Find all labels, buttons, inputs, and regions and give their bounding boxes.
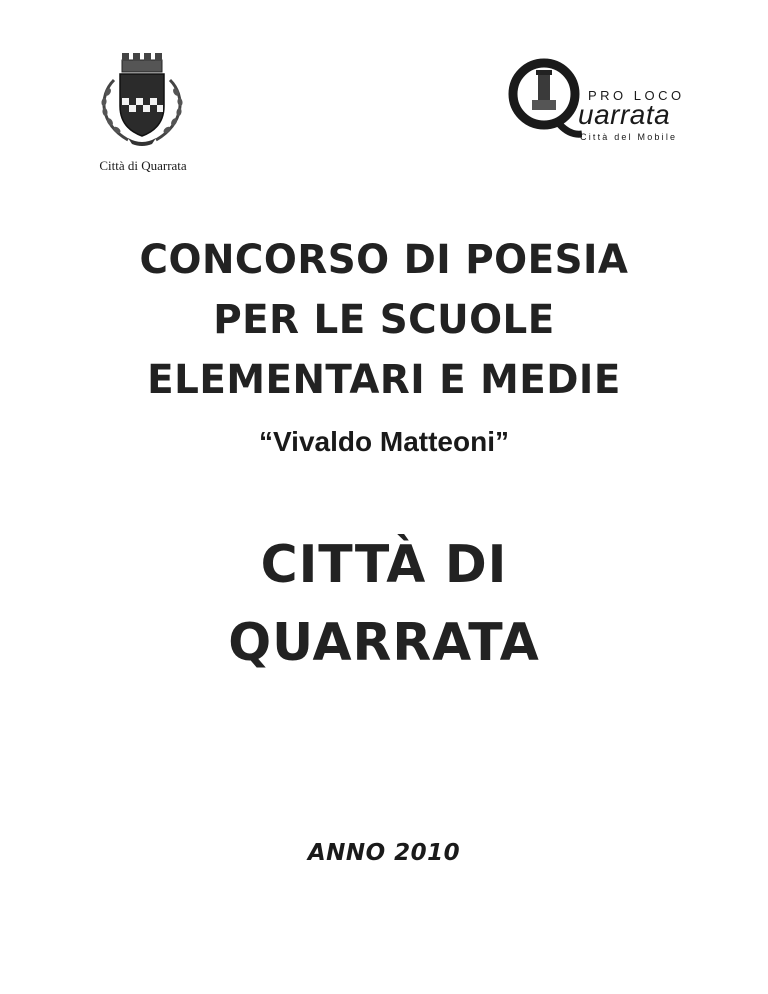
coat-of-arms-logo [92,48,192,148]
city-title-line: CITTÀ DI [260,535,508,595]
contest-title-line: CONCORSO DI POESIA [139,237,629,283]
pro-loco-q-icon [508,56,582,138]
pro-loco-tagline: Città del Mobile [580,132,678,142]
coat-of-arms-icon [92,48,192,148]
contest-title-line: ELEMENTARI E MEDIE [147,357,621,403]
city-title [0,526,768,682]
contest-title-line: PER LE SCUOLE [213,297,555,343]
pro-loco-label: PRO LOCO [588,88,685,103]
year-label: ANNO 2010 [307,840,461,866]
dedication-subtitle: “Vivaldo Matteoni” [259,426,509,457]
pro-loco-logo [508,56,698,148]
pro-loco-name: uarrata [578,99,671,130]
crest-caption: Città di Quarrata [99,158,187,173]
contest-title [0,230,768,410]
city-title-line: QUARRATA [228,613,540,673]
